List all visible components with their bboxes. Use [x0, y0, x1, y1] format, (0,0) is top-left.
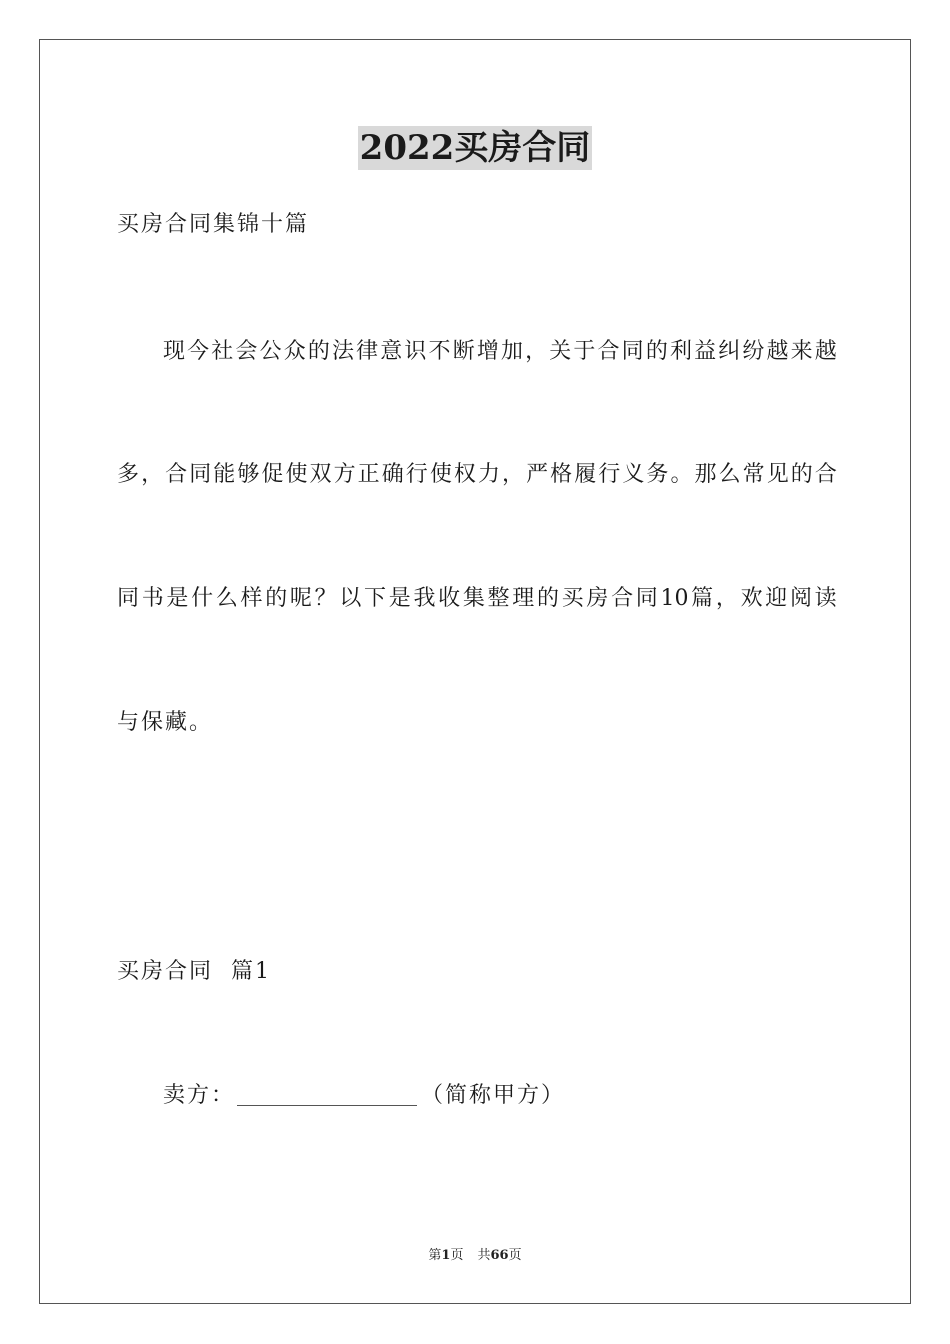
seller-note: （简称甲方） — [421, 1083, 566, 1108]
footer-total-suffix: 页 — [508, 1248, 522, 1263]
seller-line — [163, 1081, 837, 1111]
intro-line-2: 多 ， 合 同 能 够 促 使 双 方 正 确 行 使 权 力 ， 严 格 履 行 义 务 。 那 么 常 见 的 合 — [117, 462, 837, 487]
intro-line-1: 现 今 社 会 公 众 的 法 律 意 识 不 断 增 加 ， 关 于 合 同 的 利 益 纠 纷 越 来 越 — [163, 339, 837, 364]
seller-label: 卖方： — [163, 1083, 236, 1108]
footer-page-prefix: 第 — [428, 1248, 442, 1263]
intro-line-4: 与保藏。 — [117, 710, 214, 735]
document-subtitle: 买房合同集锦十篇 — [117, 212, 310, 237]
section-heading: 买房合同 篇1 — [117, 959, 271, 984]
document-title: 2022买房合同 — [359, 128, 591, 168]
page-footer — [0, 1246, 950, 1266]
seller-blank-field[interactable] — [237, 1083, 417, 1106]
footer-total-prefix: 共 — [477, 1248, 491, 1263]
footer-page-number: 1 — [441, 1248, 451, 1263]
title-container — [0, 126, 950, 170]
footer-page-suffix: 页 — [450, 1248, 464, 1263]
footer-total-pages: 66 — [490, 1248, 509, 1263]
intro-line-3: 同 书 是 什 么 样 的 呢 ？ 以 下 是 我 收 集 整 理 的 买 房 合 同 10 篇 ， 欢 迎 阅 读 — [117, 586, 837, 611]
